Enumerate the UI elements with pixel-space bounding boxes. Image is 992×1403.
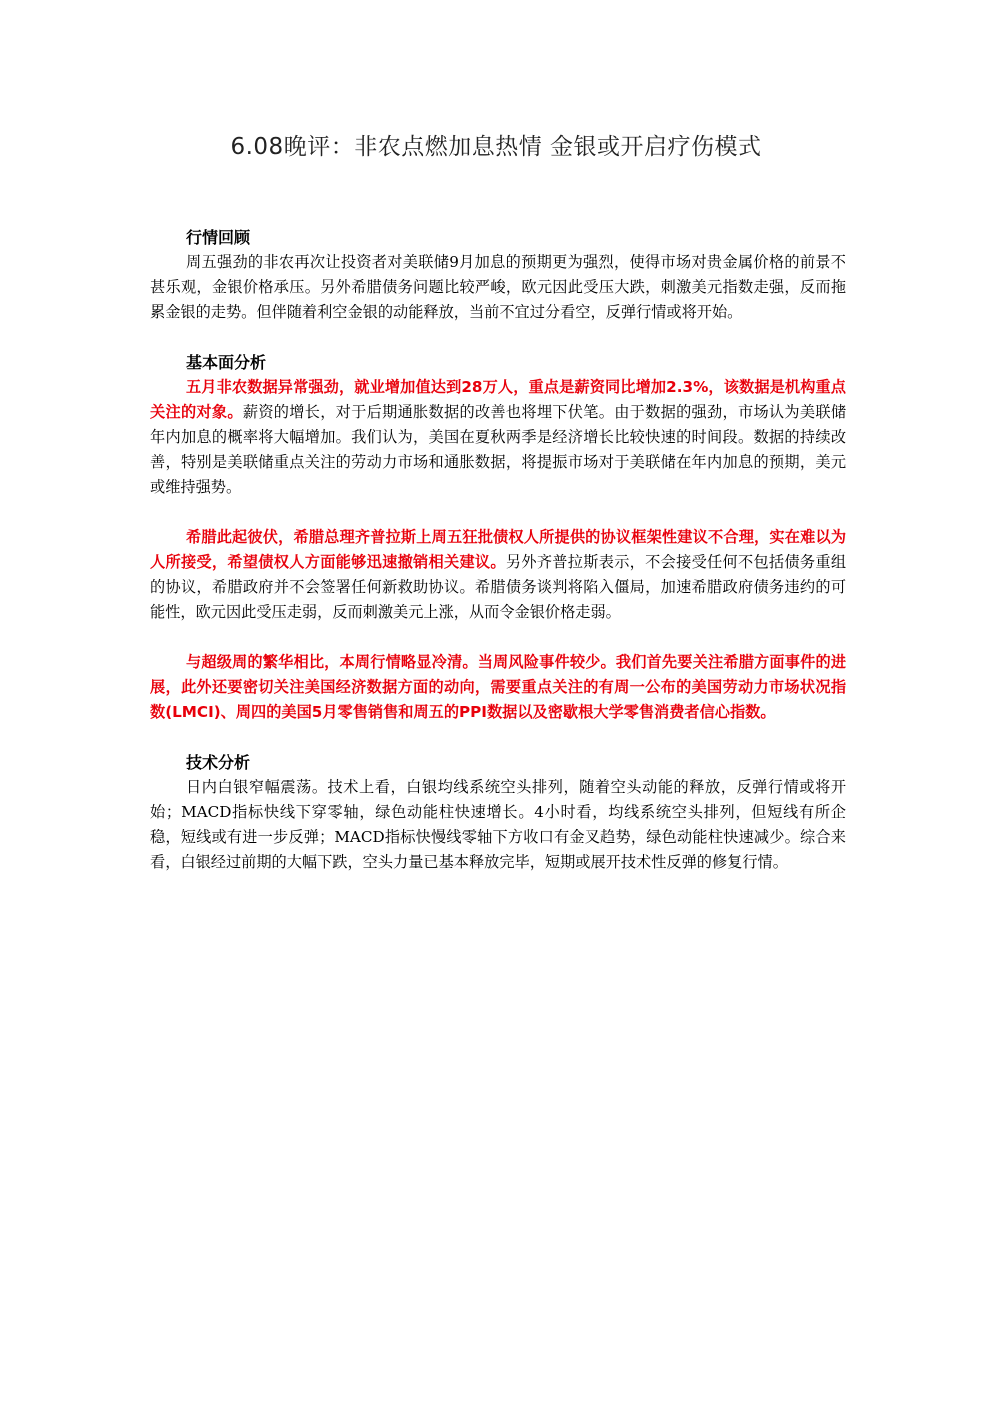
document-title: 6.08晚评：非农点燃加息热情 金银或开启疗伤模式 — [230, 134, 762, 160]
section-market-review — [150, 225, 846, 325]
paragraph-text: 周五强劲的非农再次让投资者对美联储9月加息的预期更为强烈，使得市场对贵金属价格的前景不甚乐观，金银价格承压。另外希腊债务问题比较严峻，欧元因此受压大跌，刺激美元指数走强，反而拖累金银的走势。但伴随着利空金银的动能释放，当前不宜过分看空，反弹行情或将开始。 — [150, 253, 846, 321]
paragraph-text: 另外齐普拉斯表示，不会接受任何不包括债务重组的协议，希腊政府并不会签署任何新救助协议。希腊债务谈判将陷入僵局，加速希腊政府债务违约的可能性，欧元因此受压走弱，反而刺激美元上涨，从而令金银价格走弱。 — [150, 553, 847, 621]
section-fundamental-analysis — [150, 350, 846, 725]
paragraph-text: 日内白银窄幅震荡。技术上看，白银均线系统空头排列，随着空头动能的释放，反弹行情或将开始；MACD指标快线下穿零轴，绿色动能柱快速增长。4小时看，均线系统空头排列，但短线有所企稳，短线或有进一步反弹；MACD指标快慢线零轴下方收口有金叉趋势，绿色动能柱快速减少。综合来看，白银经过前期的大幅下跌，空头力量已基本释放完毕，短期或展开技术性反弹的修复行情。 — [150, 778, 846, 871]
section-heading: 行情回顾 — [186, 228, 251, 247]
paragraph — [150, 525, 846, 625]
paragraph — [150, 375, 846, 500]
section-heading: 技术分析 — [186, 753, 251, 772]
paragraph — [150, 650, 846, 725]
section-technical-analysis — [150, 750, 846, 875]
paragraph — [150, 775, 846, 875]
section-heading: 基本面分析 — [186, 353, 267, 372]
paragraph-text: 薪资的增长，对于后期通胀数据的改善也将埋下伏笔。由于数据的强劲，市场认为美联储年内加息的概率将大幅增加。我们认为，美国在夏秋两季是经济增长比较快速的时间段。数据的持续改善，特别是美联储重点关注的劳动力市场和通胀数据，将提振市场对于美联储在年内加息的预期，美元或维持强势。 — [150, 403, 847, 496]
document-body — [150, 225, 846, 875]
paragraph — [150, 250, 846, 325]
highlighted-text: 五月非农数据异常强劲，就业增加值达到28万人，重点是薪资同比增加2.3%，该数据是机构重点关注的对象。 — [150, 378, 846, 421]
highlighted-text: 希腊此起彼伏，希腊总理齐普拉斯上周五狂批债权人所提供的协议框架性建议不合理，实在难以为人所接受，希望债权人方面能够迅速撤销相关建议。 — [150, 528, 846, 571]
highlighted-text: 与超级周的繁华相比，本周行情略显冷清。当周风险事件较少。我们首先要关注希腊方面事件的进展，此外还要密切关注美国经济数据方面的动向，需要重点关注的有周一公布的美国劳动力市场状况指数(LMCI)、周四的美国5月零售销售和周五的PPI数据以及密歇根大学零售消费者信心指数。 — [150, 653, 846, 721]
